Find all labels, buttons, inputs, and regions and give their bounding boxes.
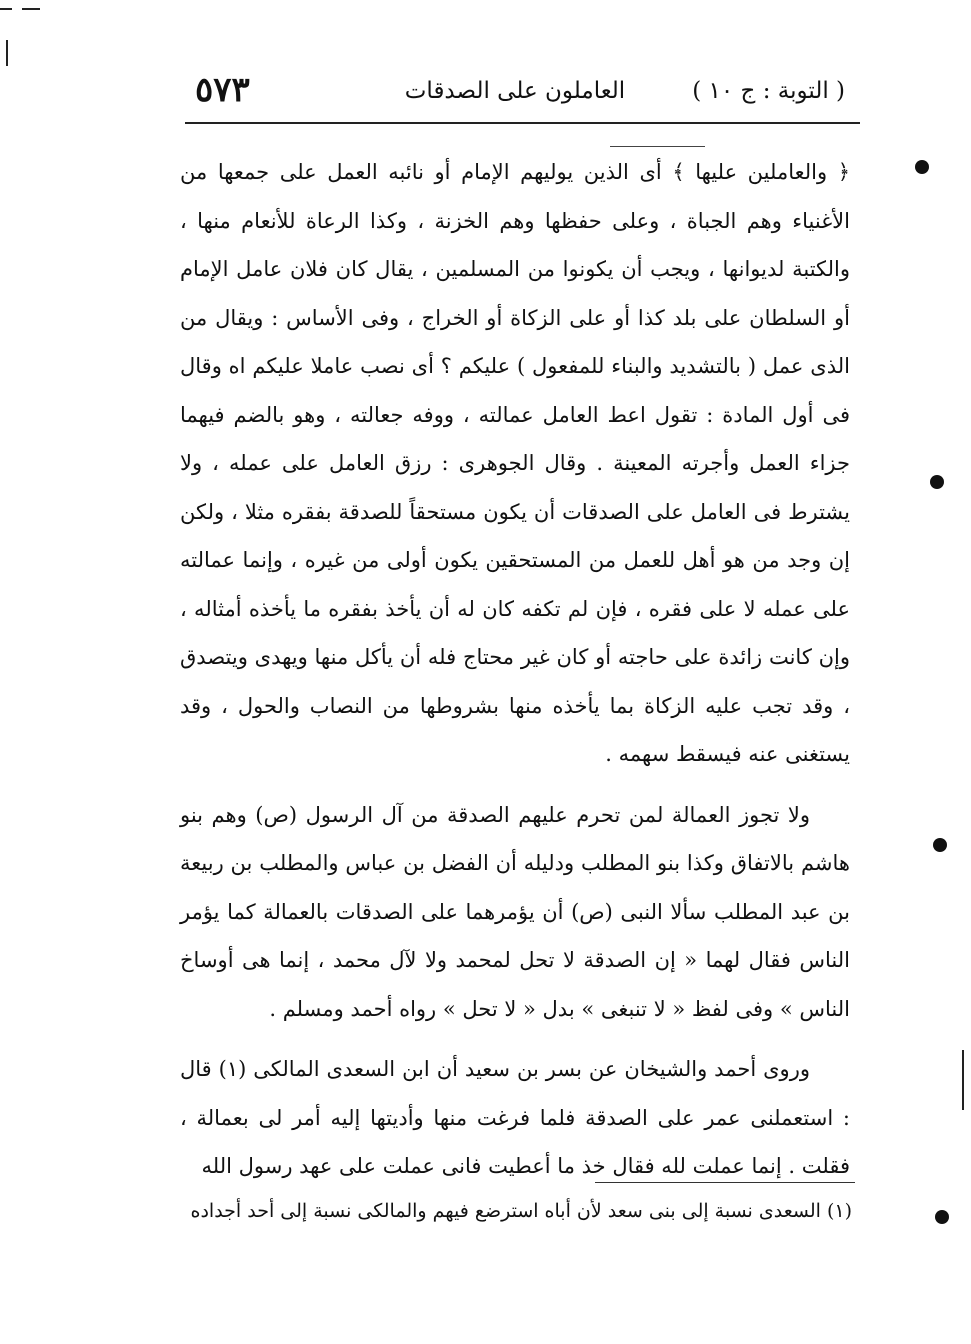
paragraph: ولا تجوز العمالة لمن تحرم عليهم الصدقة من آل الرسول (ص) وهم بنو هاشم بالاتفاق وكذا بنو المطلب ودليله أن الفضل بن عباس والمطلب بن ربيعة بن عبد المطلب سألا النبى (ص) أن يؤمرهما على الصدقات بالعمالة كما يؤمر الناس فقال لهما « إن الصدقة لا تحل لمحمد ولا لآل محمد ، إنما هى أوساخ الناس » وفى لفظ « لا تنبغى » بدل « لا تحل » رواه أحمد ومسلم .: [180, 802, 850, 1021]
margin-mark-icon: [935, 1210, 949, 1224]
margin-mark-icon: [930, 475, 944, 489]
scan-mark-left-edge: [6, 40, 8, 66]
paragraph: وروى أحمد والشيخان عن بسر بن سعيد أن ابن السعدى المالكى (١) قال : استعملنى عمر على الصدقة فلما فرغت منها وأديتها إليه أمر لى بعمالة ، فقلت . إنما عملت لله فقال خذ ما أعطيت فانى عملت على عهد رسول الله: [180, 1057, 850, 1178]
header-rule: [185, 122, 860, 124]
scan-mark-top-left-2: [22, 8, 40, 10]
page-number: ٥٧٣: [195, 70, 250, 110]
scan-mark-top-left: [0, 8, 12, 10]
scan-mark-right-edge: [962, 1050, 964, 1110]
main-text: [180, 148, 850, 1191]
paragraph: ﴿ والعاملين عليها ﴾ أى الذين يوليهم الإمام أو نائبه العمل على جمعها من الأغنياء وهم الجباة ، وعلى حفظها وهم الخزنة ، وكذا الرعاة للأنعام منها ، والكتبة لديوانها ، ويجب أن يكونوا من المسلمين ، يقال كان فلان عامل الإمام أو السلطان على بلد كذا أو على الزكاة أو الخراج ، وفى الأساس : ويقال من الذى عمل ( بالتشديد والبناء للمفعول ) عليكم ؟ أى نصب عاملا عليكم اه وقال فى أول المادة : تقول اعط العامل عمالته ، ووفه جعالته ، وهو بالضم فيهما جزاء العمل وأجرته المعينة . وقال الجوهرى : رزق العامل على عمله ، ولا يشترط فى العامل على الصدقات أن يكون مستحقاً للصدقة بفقره مثلا ، ولكن إن وجد من هو أهل للعمل من المستحقين يكون أولى من غيره ، وإنما عمالته على عمله لا على فقره ، فإن لم تكفه كان له أن يأخذ بفقره ما يأخذه أمثاله ، وإن كانت زائدة على حاجته أو كان غير محتاج فله أن يأكل منها ويهدى ويتصدق ، وقد تجب عليه الزكاة بما يأخذه منها بشروطها من النصاب والحول ، وقد يستغنى عنه فيسقط سهمه .: [180, 160, 850, 766]
running-title: العاملون على الصدقات: [404, 78, 626, 104]
margin-mark-icon: [915, 160, 929, 174]
page-header: [185, 70, 845, 120]
footnote-rule: [595, 1182, 855, 1183]
margin-mark-icon: [933, 838, 947, 852]
verse-overline: [610, 146, 705, 147]
footnote: (١) السعدى نسبة إلى بنى سعد لأن أباه استرضع فيهم والمالكى نسبة إلى أحد أجداده: [190, 1200, 852, 1222]
chapter-reference: ( التوبة : ج ١٠ ): [692, 78, 845, 104]
